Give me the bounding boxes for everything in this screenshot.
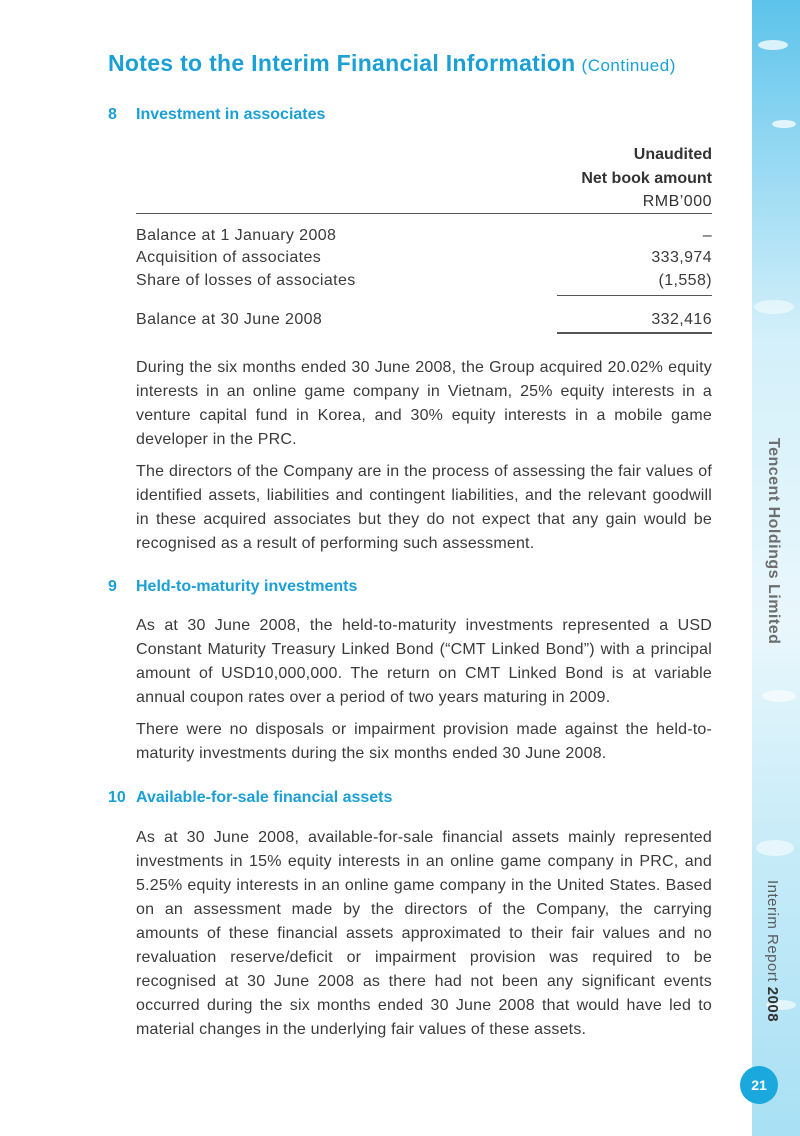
table-header-rule [136,213,712,214]
section-10-number: 10 [108,789,126,806]
subtotal-rule [557,295,712,296]
company-name: Tencent Holdings Limited [765,438,782,645]
section-9-paragraph-1: As at 30 June 2008, the held-to-maturity investments represented a USD Constant Maturity Treasury Linked Bond (“CMT Linked Bond”) with a principal amount of USD10,000,000. The return on CMT Linked Bond is at variable annual coupon rates over a period of two years maturing in 2009. [136,617,712,706]
cloud-decoration [758,40,788,50]
table-total-value: 332,416 [651,311,712,328]
column-header-unaudited: Unaudited [633,146,712,163]
column-header-net-book-amount: Net book amount [581,170,712,187]
table-row-value: 333,974 [651,249,712,266]
section-8-paragraph-1: During the six months ended 30 June 2008, the Group acquired 20.02% equity interests in an online game company in Vietnam, 25% equity interests in a venture capital fund in Korea, and 30% equity interests in a mobile game developer in the PRC. [136,359,712,448]
section-8-paragraph-2: The directors of the Company are in the process of assessing the fair values of identified assets, liabilities and contingent liabilities, and the relevant goodwill in these acquired associates but they do not expect that any gain would be recognised as a result of performing such assessment. [136,463,712,552]
report-prefix: Interim Report [764,880,781,983]
table-row-label: Share of losses of associates [136,272,356,289]
table-row-label: Acquisition of associates [136,249,322,266]
report-label [764,880,781,1022]
section-10-paragraph-1: As at 30 June 2008, available-for-sale financial assets mainly represented investments in 15% equity interests in an online game company in PRC, and 5.25% equity interests in an online game company in the United States. Based on an assessment made by the directors of the Company, the carrying amounts of these financial assets approximated to their fair values and no revaluation reserve/deficit or impairment provision was required to be recognised at 30 June 2008 as there had not been any significant events occurred during the six months ended 30 June 2008 that would have led to material changes in the underlying fair values of these assets. [136,829,712,1038]
section-9-number: 9 [108,578,117,595]
continued-label: (Continued) [581,56,676,75]
table-row-value: – [702,227,712,244]
table-row-value: (1,558) [658,272,712,289]
page-title [108,50,676,77]
cloud-decoration [756,840,794,856]
section-9-paragraph-2: There were no disposals or impairment provision made against the held-to-maturity investments during the six months ended 30 June 2008. [136,721,712,762]
table-total-label: Balance at 30 June 2008 [136,311,323,328]
section-8-number: 8 [108,106,117,123]
cloud-decoration [772,120,796,128]
column-header-currency: RMB’000 [642,193,712,210]
section-10-title: Available-for-sale financial assets [136,789,393,806]
section-9-title: Held-to-maturity investments [136,578,358,595]
report-year: 2008 [764,986,781,1023]
cloud-decoration [762,690,796,702]
section-8-title: Investment in associates [136,106,326,123]
total-double-rule [557,332,712,334]
page-title-text: Notes to the Interim Financial Information [108,50,576,76]
table-row-label: Balance at 1 January 2008 [136,227,337,244]
page-number-badge: 21 [740,1066,778,1104]
cloud-decoration [754,300,794,314]
